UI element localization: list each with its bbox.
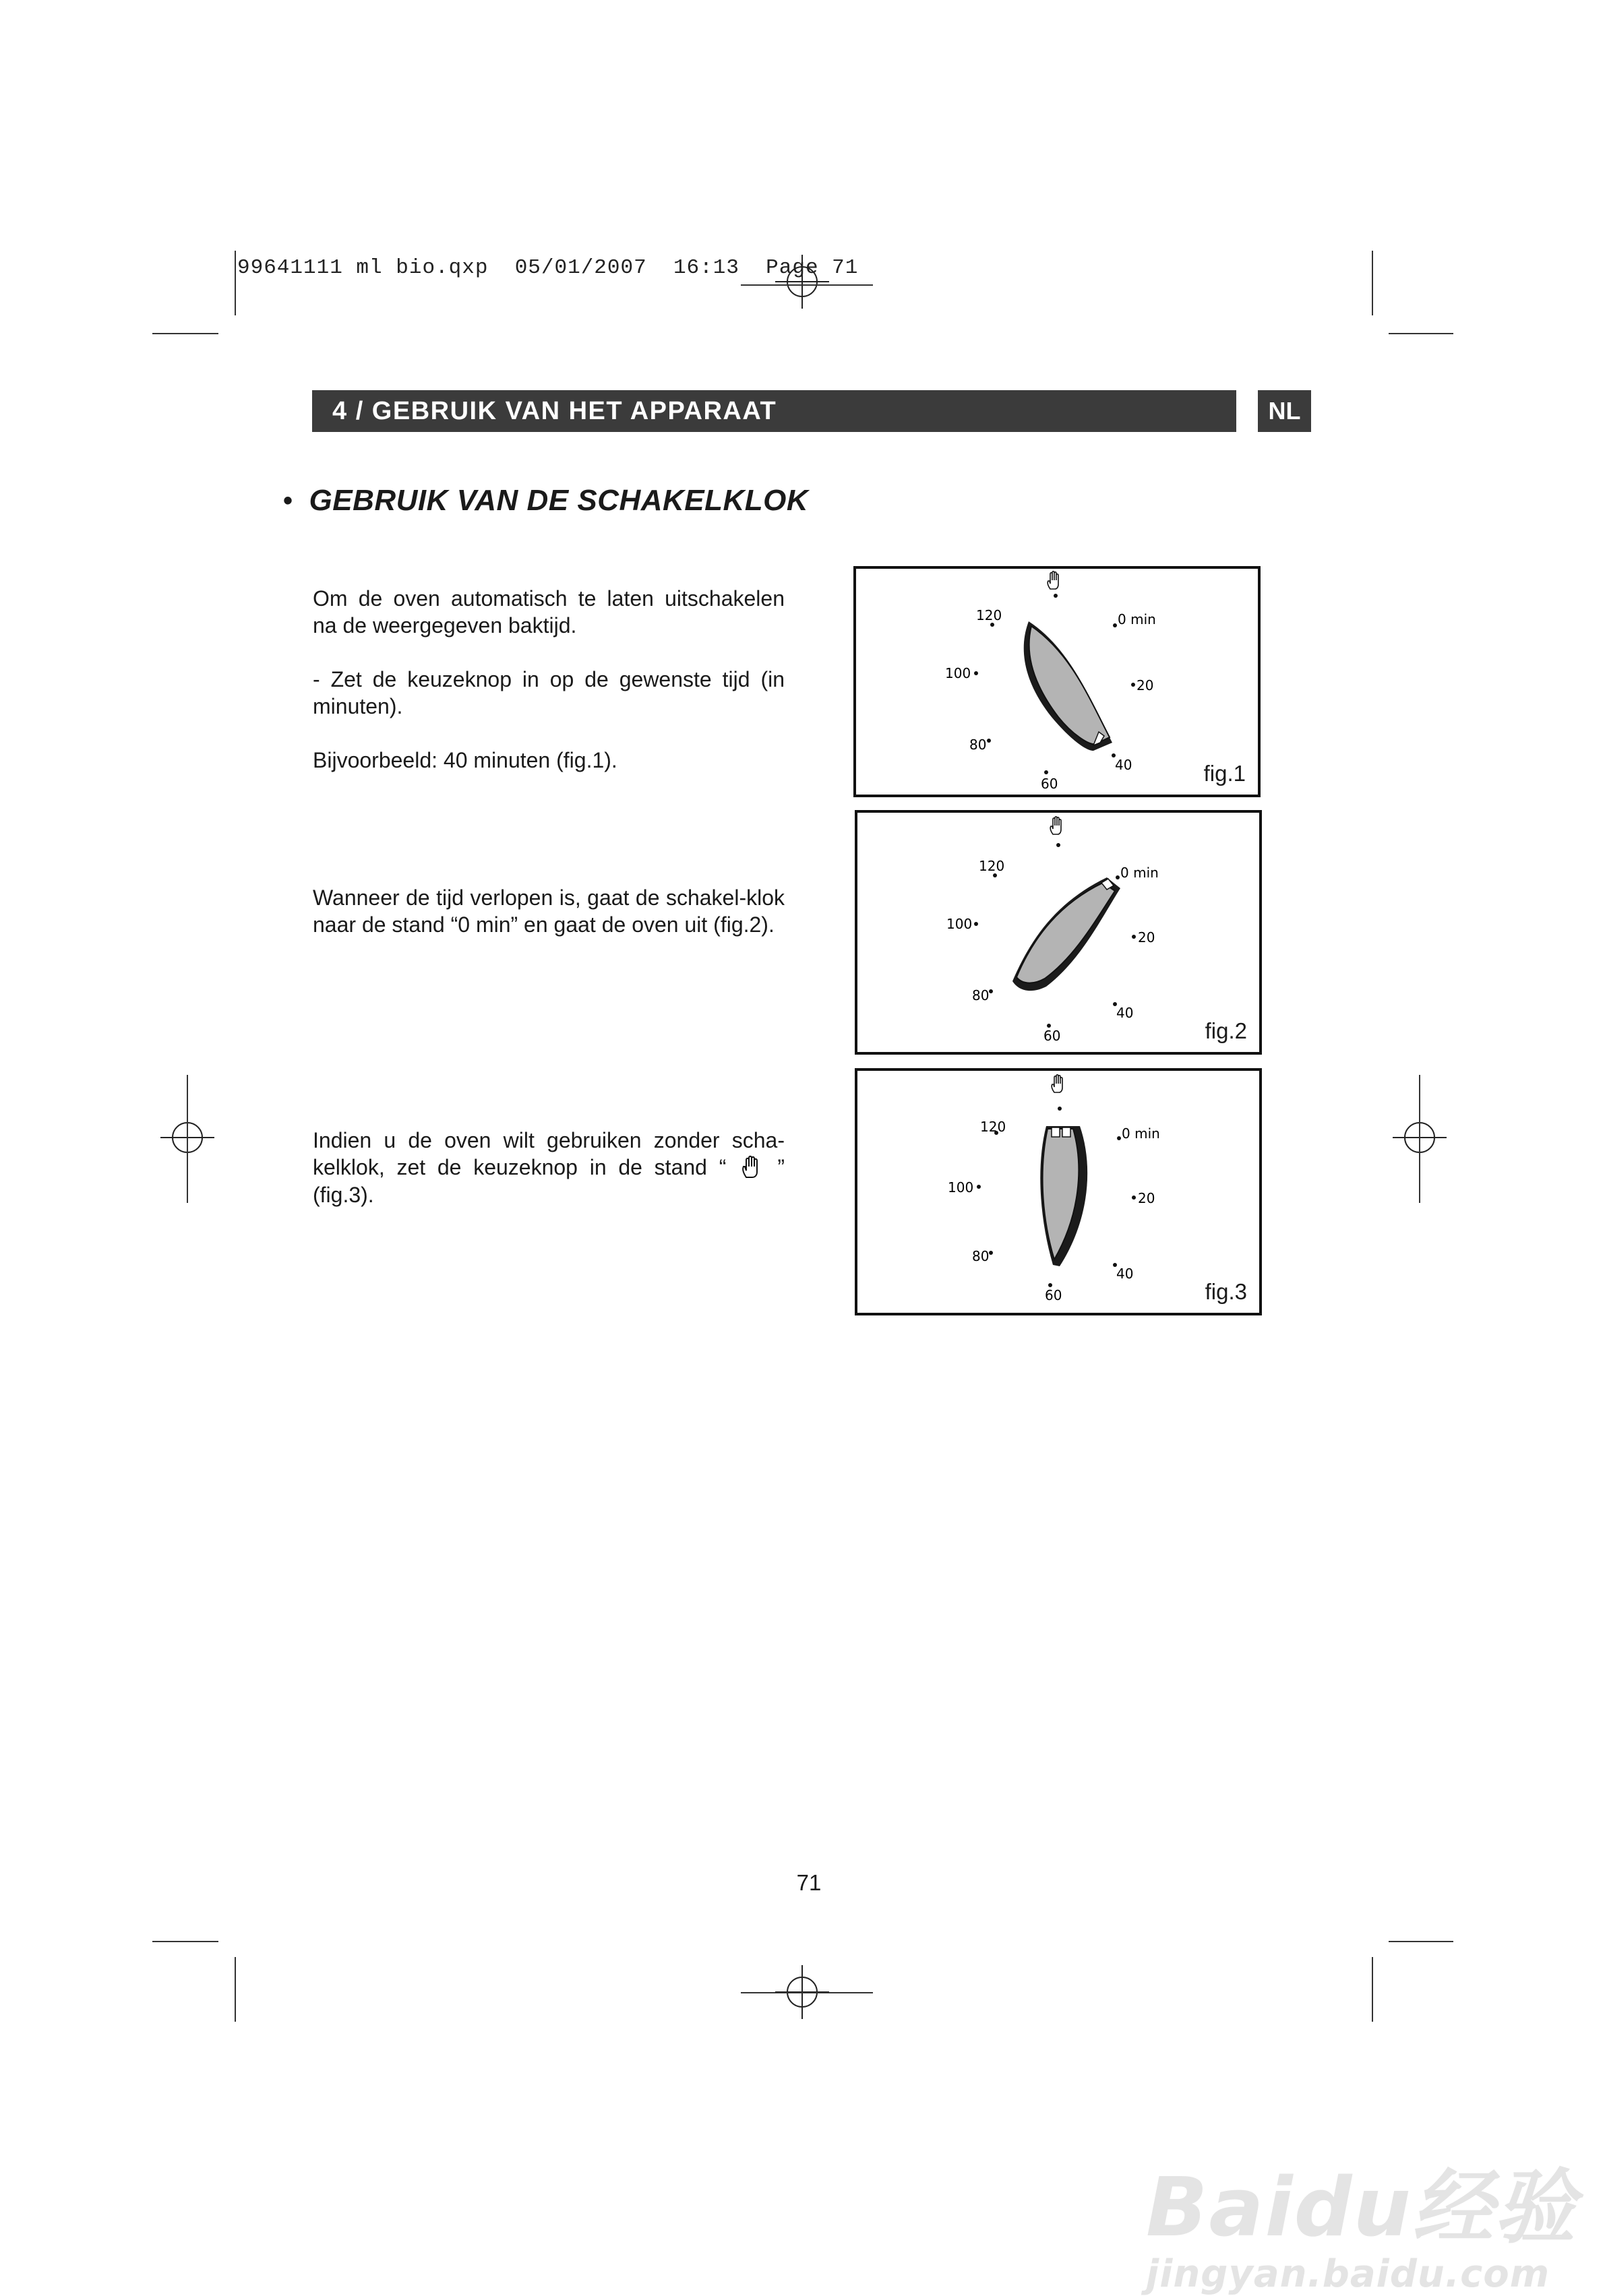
text-set-knob: - Zet de keuzeknop in op de gewenste tijd (in minuten).	[313, 667, 785, 718]
dial-tick	[1058, 1107, 1062, 1111]
page-number: 71	[796, 1870, 822, 1895]
dial-tick	[1132, 1196, 1136, 1200]
crop-mark	[1389, 1941, 1453, 1942]
dial-tick	[1131, 683, 1135, 687]
knob-pointer	[1012, 877, 1120, 991]
label-40: 40	[1116, 1266, 1134, 1282]
timer-dial-fig1	[856, 569, 1261, 798]
label-100: 100	[945, 665, 971, 681]
paragraph-example	[313, 747, 785, 774]
dial-tick	[1132, 935, 1136, 939]
dial-tick	[974, 922, 978, 926]
label-20: 20	[1138, 1190, 1155, 1206]
figure-2	[855, 810, 1262, 1055]
text-example: Bijvoorbeeld: 40 minuten (fig.1).	[313, 748, 617, 772]
knob-pointer	[1024, 621, 1112, 751]
hand-icon	[1052, 1075, 1062, 1092]
text-auto-off: Om de oven automatisch te laten uitschakelen na de weergegeven baktijd.	[313, 586, 785, 638]
label-40: 40	[1115, 757, 1132, 773]
text-time-elapsed: Wanneer de tijd verlopen is, gaat de schakel-klok naar de stand “0 min” en gaat de oven uit (fig.2).	[313, 886, 785, 937]
hand-icon	[1050, 817, 1061, 834]
dial-tick	[1056, 843, 1060, 847]
slug-date: 05/01/2007	[514, 256, 647, 280]
dial-tick	[1044, 770, 1048, 774]
crop-mark	[741, 1992, 873, 1993]
paragraph-instruction	[313, 666, 785, 720]
section-title: GEBRUIK VAN DE SCHAKELKLOK	[309, 484, 809, 517]
label-120: 120	[980, 1119, 1006, 1135]
label-60: 60	[1041, 776, 1058, 792]
label-80: 80	[972, 1248, 990, 1264]
hand-icon	[1048, 571, 1058, 589]
label-80: 80	[972, 987, 990, 1003]
timer-dial-fig2	[857, 813, 1262, 1055]
label-20: 20	[1137, 677, 1154, 693]
paragraph-intro	[313, 585, 785, 639]
dial-tick	[987, 739, 991, 743]
chapter-header	[312, 390, 1236, 432]
crop-mark	[235, 251, 236, 315]
label-0min: 0 min	[1118, 611, 1156, 627]
language-code: NL	[1268, 397, 1301, 425]
figure-3	[855, 1068, 1262, 1315]
figure-2-label: fig.2	[1205, 1018, 1247, 1043]
paragraph-time-elapsed	[313, 884, 785, 938]
crop-mark	[1372, 1957, 1373, 2022]
label-100: 100	[946, 916, 973, 932]
label-120: 120	[976, 607, 1002, 623]
label-100: 100	[948, 1179, 974, 1196]
dial-tick	[977, 1185, 981, 1189]
chapter-title: 4 / GEBRUIK VAN HET APPARAAT	[332, 396, 777, 425]
text-manual-after: ” (fig.3).	[313, 1155, 785, 1207]
label-60: 60	[1045, 1287, 1062, 1303]
figure-3-label: fig.3	[1205, 1279, 1247, 1304]
language-badge	[1258, 390, 1311, 432]
label-120: 120	[979, 858, 1005, 874]
dial-tick	[1054, 594, 1058, 598]
crop-mark	[1419, 1075, 1420, 1203]
label-0min: 0 min	[1122, 1125, 1160, 1142]
label-80: 80	[969, 737, 987, 753]
slug-page: Page 71	[766, 256, 859, 280]
dial-tick	[989, 1251, 993, 1255]
watermark	[1146, 2143, 1577, 2296]
crop-mark	[152, 333, 218, 334]
slug-time: 16:13	[673, 256, 739, 280]
watermark-url: jingyan.baidu.com	[1146, 2252, 1550, 2296]
crop-mark	[1389, 333, 1453, 334]
label-40: 40	[1116, 1005, 1134, 1021]
text-manual-mode	[313, 1127, 785, 1208]
figure-1-label: fig.1	[1203, 761, 1246, 786]
paragraph-manual	[313, 1127, 785, 1208]
hand-icon	[738, 1154, 765, 1181]
dial-tick	[1117, 1136, 1121, 1140]
crop-mark	[235, 1957, 236, 2022]
label-60: 60	[1043, 1028, 1061, 1044]
section-heading	[283, 484, 808, 518]
bullet-icon: •	[283, 485, 293, 516]
dial-tick	[974, 671, 978, 675]
dial-tick	[989, 989, 993, 993]
label-20: 20	[1138, 929, 1155, 945]
file-slug	[237, 256, 858, 280]
crop-mark	[187, 1075, 188, 1203]
slug-file: 99641111 ml bio.qxp	[237, 256, 489, 280]
dial-tick	[1113, 623, 1117, 627]
figure-1	[853, 566, 1261, 797]
crop-mark	[152, 1941, 218, 1942]
text-manual-before: Indien u de oven wilt gebruiken zonder scha-kelklok, zet de keuzeknop in de stand “	[313, 1128, 785, 1179]
timer-dial-fig3	[857, 1071, 1262, 1316]
watermark-brand: Baidu经验	[1146, 2161, 1577, 2255]
dial-tick	[1116, 875, 1120, 879]
crop-mark	[1372, 251, 1373, 315]
crop-mark	[741, 284, 873, 286]
label-0min: 0 min	[1120, 865, 1159, 881]
knob-pointer	[1040, 1126, 1087, 1266]
